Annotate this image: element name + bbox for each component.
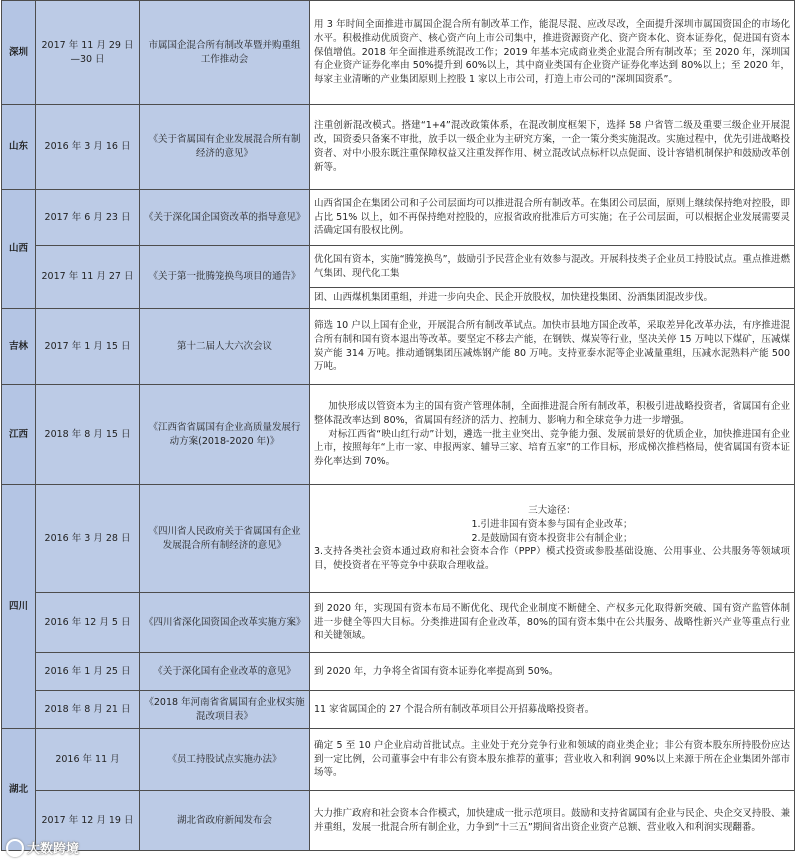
table-row-hubei-1 xyxy=(2,729,795,791)
content-paragraph: 山西省国企在集团公司和子公司层面均可以推进混合所有制改革。在集团公司层面，原则上继续保持绝对控股，即占比 51% 以上，如不再保持绝对控股的，应报省政府批准后方可实施；在子公司层面，可以根据企业发展需要灵活确定国有股权比例。 xyxy=(314,197,790,237)
date-cell: 2017 年 11 月 27 日 xyxy=(36,246,140,309)
date-cell: 2016 年 3 月 16 日 xyxy=(36,105,140,190)
document-cell: 《江西省省属国有企业高质量发展行动方案(2018-2020 年)》 xyxy=(140,385,310,485)
province-cell-jilin xyxy=(2,309,36,385)
province-cell-jiangxi xyxy=(2,385,36,485)
province-cell-sichuan xyxy=(2,485,36,729)
content-cell xyxy=(310,288,795,309)
policy-table xyxy=(1,0,795,851)
content-cell xyxy=(310,729,795,791)
content-cell xyxy=(310,105,795,190)
content-paragraph: 2.是鼓励国有资本投资非公有制企业； xyxy=(471,532,633,544)
content-paragraph: 1.引进非国有资本参与国有企业改革； xyxy=(471,518,633,530)
content-paragraph: 用 3 年时间全面推进市属国企混合所有制改革工作，能混尽混、应改尽改，全面提升深圳市属国资国企的市场化水平。积极推动优质资产、核心资产向上市公司集中，推进资源资产化、资产资本化、资本证券化，促进国有资本保值增值。2018 年全面推进系统混改工作；2019 年基本完成商业类企业混合所有制改革；至 2020 年，深圳国有企业资产证券化率由 50%提升到 60%以上，其中商业类国有企业资产证券化率达到 80%以上；至 2020 年，每家主业清晰的产业集团原则上控股 1 家以上市公司，打造上市公司的“深圳国资系”。 xyxy=(314,19,790,86)
content-paragraph: 大力推广政府和社会资本合作模式，加快建成一批示范项目。鼓励和支持省属国有企业与民企、央企交叉持股、兼并重组，发展一批混合所有制企业，力争到“十三五”期间省出资企业资产总额、营业收入和利润实现翻番。 xyxy=(314,807,790,833)
content-cell xyxy=(310,691,795,729)
date-cell: 2017 年 6 月 23 日 xyxy=(36,190,140,246)
table-row-shanxi-2 xyxy=(2,246,795,288)
content-heading: 三大途径： xyxy=(528,505,576,517)
document-cell: 《关于深化国有企业改革的意见》 xyxy=(140,653,310,691)
date-cell: 2017 年 11 月 29 日—30 日 xyxy=(36,1,140,105)
table-row-jilin xyxy=(2,309,795,385)
content-paragraph: 到 2020 年，力争将全省国有资本证券化率提高到 50%。 xyxy=(314,665,559,677)
date-cell: 2016 年 12 月 5 日 xyxy=(36,593,140,653)
content-paragraph: 筛选 10 户以上国有企业，开展混合所有制改革试点。加快市县地方国企改革，采取差异化改革办法，有序推进混合所有制和国有资本退出等改革。要坚定不移去产能，在钢铁、煤炭等行业，坚决关停 15 万吨以下煤矿，压减煤炭产能 314 万吨。推动通钢集团压减炼钢产能 80 万吨。支持亚泰水泥等企业减量重组，压减水泥熟料产能 500 万吨。 xyxy=(314,319,790,373)
date-cell: 2018 年 8 月 15 日 xyxy=(36,385,140,485)
content-paragraph: 加快形成以管资本为主的国有资产管理体制，全面推进混合所有制改革，积极引进战略投资者，省属国有企业整体混改率达到 80%，省属国有经济的活力、控制力、影响力和全球竞争力进一步增强。 xyxy=(314,401,790,426)
province-name: 山东 xyxy=(8,141,28,153)
content-cell xyxy=(310,1,795,105)
table-row-shandong xyxy=(2,105,795,190)
province-name: 深圳 xyxy=(8,46,28,58)
content-cell xyxy=(310,385,795,485)
content-paragraph: 确定 5 至 10 户企业启动首批试点。主业处于充分竞争行业和领域的商业类企业；非公有资本股东所持股份应达到一定比例，公司董事会中有非公有资本股东推荐的董事；营业收入和利润 90%以上来源于所在企业集团外部市场等。 xyxy=(314,739,790,779)
content-cell xyxy=(310,309,795,385)
document-cell: 《关于第一批腾笼换鸟项目的通告》 xyxy=(140,246,310,309)
province-cell-shenzhen xyxy=(2,1,36,105)
date-cell: 2016 年 1 月 25 日 xyxy=(36,653,140,691)
date-cell: 2016 年 3 月 28 日 xyxy=(36,485,140,593)
watermark-logo-icon xyxy=(6,839,24,857)
table-row-sichuan-3 xyxy=(2,653,795,691)
province-name: 吉林 xyxy=(8,340,28,352)
content-paragraph: 对标江西省“映山红行动”计划，遴选一批主业突出、竞争能力强、发展前景好的优质企业，加快推进国有企业上市，按照每年“上市一家、申报两家、辅导三家、培育五家”的工作目标，形成梯次推档格局，使省属国有资本证券化率达到 70%。 xyxy=(314,428,790,468)
province-name: 江西 xyxy=(8,428,28,440)
content-cell xyxy=(310,593,795,653)
content-paragraph: 团、山西煤机集团重组，并进一步向央企、民企开放股权，加快建投集团、汾酒集团混改步伐。 xyxy=(314,292,714,304)
content-cell xyxy=(310,791,795,851)
province-cell-shanxi xyxy=(2,190,36,309)
content-cell xyxy=(310,190,795,246)
province-name: 湖北 xyxy=(8,783,28,795)
table-row-sichuan-1 xyxy=(2,485,795,593)
date-cell: 2016 年 11 月 xyxy=(36,729,140,791)
content-cell xyxy=(310,485,795,593)
province-cell-shandong xyxy=(2,105,36,190)
document-cell: 市属国企混合所有制改革暨并购重组工作推动会 xyxy=(140,1,310,105)
watermark-text: 大数跨境 xyxy=(27,842,80,857)
content-paragraph: 11 家省属国企的 27 个混合所有制改革项目公开招募战略投资者。 xyxy=(314,703,595,715)
document-cell: 《关于省属国有企业发展混合所有制经济的意见》 xyxy=(140,105,310,190)
province-name: 四川 xyxy=(8,600,28,612)
content-paragraph: 到 2020 年，实现国有资本布局不断优化、现代企业制度不断健全、产权多元化取得新突破、国有资产监管体制进一步健全等四大目标。分类推进国有企业改革，80%的国有资本集中在公共服务、战略性新兴产业等重点行业和关键领域。 xyxy=(314,602,790,642)
document-cell: 第十二届人大六次会议 xyxy=(140,309,310,385)
document-cell: 《关于深化国企国资改革的指导意见》 xyxy=(140,190,310,246)
province-cell-hubei xyxy=(2,729,36,851)
date-cell: 2017 年 1 月 15 日 xyxy=(36,309,140,385)
document-cell: 《四川省深化国资国企改革实施方案》 xyxy=(140,593,310,653)
content-paragraph: 3.支持各类社会资本通过政府和社会资本合作（PPP）模式投资或参股基础设施、公用事业、公共服务等领域项目，使投资者在平等竞争中获取合理收益。 xyxy=(314,546,790,572)
document-cell: 《2018 年河南省省属国有企业权实施混改项目表》 xyxy=(140,691,310,729)
document-cell: 湖北省政府新闻发布会 xyxy=(140,791,310,851)
content-cell xyxy=(310,246,795,288)
document-cell: 《员工持股试点实施办法》 xyxy=(140,729,310,791)
table-row-hubei-2 xyxy=(2,791,795,851)
date-cell: 2018 年 8 月 21 日 xyxy=(36,691,140,729)
date-cell: 2017 年 12 月 19 日 xyxy=(36,791,140,851)
table-row-sichuan-4 xyxy=(2,691,795,729)
content-paragraph: 注重创新混改模式。搭建“1+4”混改政策体系，在混改制度框架下，选择 58 户省管二级及重要三级企业开展混改，国资委只备案不审批，放手以一级企业为主研究方案，一企一策分类实施混改。实施过程中，优先引进战略投资者、对中小股东既注重保障权益又注重发挥作用、树立混改试点标杆以点促面、设计容错机制保护和鼓励改革创新等。 xyxy=(314,120,790,173)
content-cell xyxy=(310,653,795,691)
province-name: 山西 xyxy=(8,243,28,255)
table-row-jiangxi xyxy=(2,385,795,485)
watermark xyxy=(6,838,79,857)
table-row-shenzhen xyxy=(2,1,795,105)
table-row-sichuan-2 xyxy=(2,593,795,653)
table-row-shanxi-1 xyxy=(2,190,795,246)
content-paragraph: 优化国有资本，实施“腾笼换鸟”，鼓励引予民营企业有效参与混改。开展科技类子企业员工持股试点。重点推进燃气集团、现代化工集 xyxy=(314,253,790,279)
document-cell: 《四川省人民政府关于省属国有企业发展混合所有制经济的意见》 xyxy=(140,485,310,593)
